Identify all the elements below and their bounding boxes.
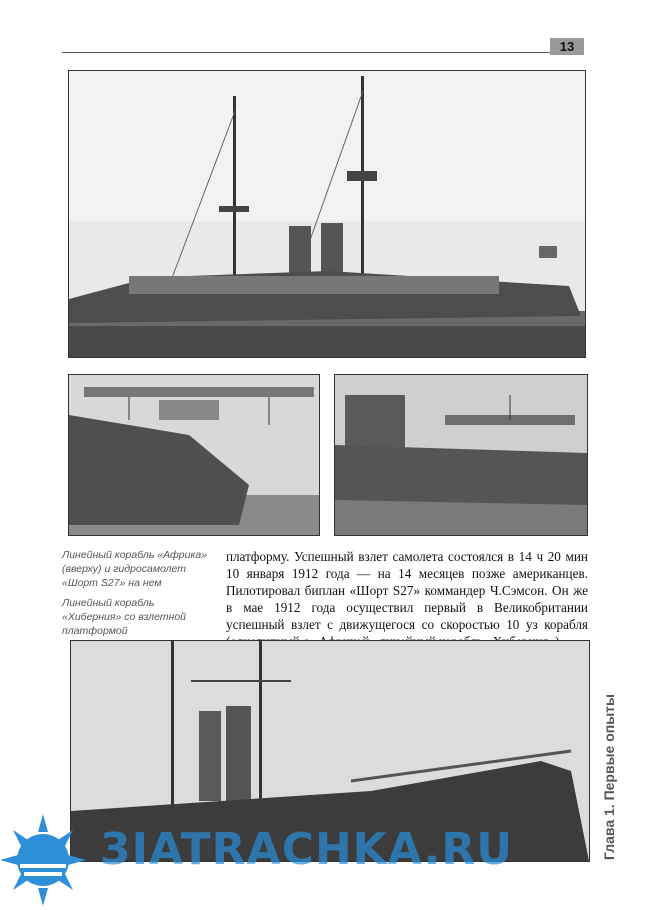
watermark-text: 3IATRACHKA.RU [100,824,513,875]
header-rule [62,52,574,53]
photo-short-s27-on-africa [68,374,320,536]
photo-hibernia-platform [334,374,588,536]
body-paragraph: платформу. Успешный взлет самолета состоялся в 14 ч 20 мин 10 января 1912 года — на 14 месяцев позже американцев. Пилотировал биплан «Шорт S27» коммандер Ч.Сэмсон. Он же в мае 1912 года осуществил первый в Великобритании успешный взлет с движущегося со скоростью 10 уз корабля [226,549,588,632]
caption-hibernia: Линейный корабль «Хиберния» со взлетной платформой [62,597,187,637]
chapter-side-title: Глава 1. Первые опыты [601,694,617,860]
page-number: 13 [550,38,584,55]
photo-battleship-africa [68,70,586,358]
caption-africa: Линейный корабль «Африка» (вверху) и гидросамолет «Шорт S27» на нем [62,549,208,589]
